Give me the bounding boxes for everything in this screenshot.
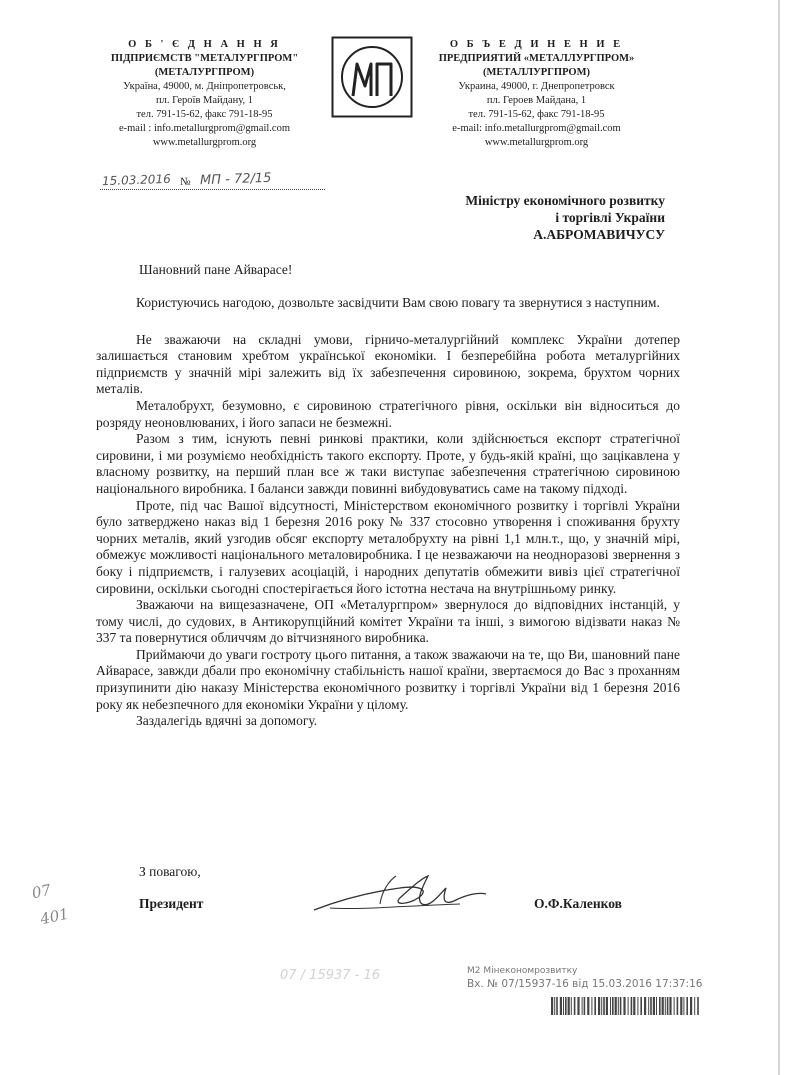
handwritten-signature <box>310 870 490 920</box>
letterhead-ukrainian <box>92 38 317 150</box>
lh-ua-address1: Україна, 49000, м. Дніпропетровськ, <box>123 81 286 92</box>
lh-ru-line1: О Б Ъ Е Д И Н Е Н И Е <box>449 39 624 50</box>
paragraph: Зважаючи на вищезазначене, ОП «Металургпром» звернулося до відповідних інстанцій, у тому числі, до судових, в Антикорупційний комітет України та інші, з вимогою відізвати наказ № 337 та повернутися обличчям до вітчизняного виробника. <box>96 597 680 646</box>
signatory-title: Президент <box>139 896 204 911</box>
paragraph: Користуючись нагодою, дозвольте засвідчити Вам свою повагу та звернутися з наступним. <box>136 295 660 310</box>
lh-ua-phone: тел. 791-15-62, факс 791-18-95 <box>136 109 273 120</box>
paragraph: Металобрухт, безумовно, є сировиною стратегічного рівня, оскільки він відноситься до розряду неоновлюваних, і його запаси не безмежні. <box>96 397 680 430</box>
lh-ru-address1: Украина, 49000, г. Днепропетровск <box>458 81 615 92</box>
registration-date: 15.03.2016 <box>101 171 171 189</box>
addressee-line1: Міністру економічного розвитку <box>465 193 665 208</box>
margin-note-line2: 401 <box>38 904 71 928</box>
scan-edge <box>778 0 780 1075</box>
registration-underline <box>100 189 325 190</box>
company-logo <box>331 36 413 118</box>
lh-ua-email: e-mail : info.metallurgprom@gmail.com <box>118 123 291 134</box>
lh-ru-address2: пл. Героев Майдана, 1 <box>486 95 587 106</box>
lh-ua-line2: ПІДПРИЄМСТВ "МЕТАЛУРГПРОМ" <box>110 53 299 64</box>
paragraph: Разом з тим, існують певні ринкові практики, коли здійснюється експорт стратегічної сировини, і ми розуміємо необхідність такого експорту. Проте, у будь-якій країні, що зацікавлена у власному розвитку, на перший план все ж таки виступає забезпечення стратегічною сировиною національного виробника. І баланси завжди повинні вибудовуватись саме на такому підході. <box>96 431 680 496</box>
outgoing-registration <box>100 170 330 195</box>
addressee-block <box>465 192 665 243</box>
lh-ru-line2: ПРЕДПРИЯТИЙ «МЕТАЛЛУРГПРОМ» <box>438 53 635 64</box>
letter-body <box>96 295 680 730</box>
lh-ru-phone: тел. 791-15-62, факс 791-18-95 <box>468 109 605 120</box>
intake-registration: Вх. № 07/15937-16 від 15.03.2016 17:37:16 <box>467 978 703 990</box>
margin-note-line1: 07 <box>30 880 53 903</box>
barcode <box>551 997 701 1015</box>
paragraph: Проте, під час Вашої відсутності, Міністерством економічного розвитку і торгівлі України було затверджено наказ від 1 березня 2016 року № 337 стосовно утворення і споживання брухту чорних металів, який узгодив обсяг експорту металобрухту на рівні 1,1 млн.т., що, у значній мірі, обмежує можливості національного металовиробника. І це незважаючи на неодноразові звернення з боку і підприємств, і галузевих асоціацій, і народних депутатів обмежити вивіз цієї стратегічної сировини, оскільки сьогодні спостерігається його істотна нестача на внутрішньому ринку. <box>96 497 680 596</box>
lh-ua-address2: пл. Героїв Майдану, 1 <box>156 95 253 106</box>
lh-ru-email: e-mail: info.metallurgprom@gmail.com <box>452 123 621 134</box>
paragraph: Приймаючи до уваги гостроту цього питання, а також зважаючи на те, що Ви, шановний пане Айварасе, завжди дбали про економічну стабільність нашої країни, звертаємося до Вас з проханням призупинити дію наказу Міністерства економічного розвитку і торгівлі України від 1 березня 2016 року як небезпечного для економіки України у цілому. <box>96 646 680 712</box>
lh-ru-web: www.metallurgprom.org <box>484 137 589 148</box>
salutation: Шановний пане Айварасе! <box>139 262 293 277</box>
addressee-line2: і торгівлі України <box>555 210 665 225</box>
closing: З повагою, <box>139 864 201 879</box>
lh-ru-line3: (МЕТАЛЛУРГПРОМ) <box>482 67 590 78</box>
registration-number: МП - 72/15 <box>199 170 272 189</box>
lh-ua-line1: О Б ' Є Д Н А Н Н Я <box>128 39 281 50</box>
letterhead-russian <box>424 38 649 150</box>
faded-stamp: 07 / 15937 - 16 <box>280 968 381 983</box>
intake-stamp <box>467 966 702 991</box>
signatory-name: О.Ф.Каленков <box>534 896 622 911</box>
lh-ua-line3: (МЕТАЛУРГПРОМ) <box>154 67 255 78</box>
registration-number-label: № <box>180 176 191 188</box>
lh-ua-web: www.metallurgprom.org <box>152 137 257 148</box>
handwritten-margin-note <box>30 878 80 928</box>
paragraph: Не зважаючи на складні умови, гірничо-металургійний комплекс України дотепер залишається становим хребтом української економіки. І безперебійна робота металургійних підприємств у значній мірі залежить від їх забезпечення сировиною, зокрема, брухтом чорних металів. <box>96 331 680 397</box>
paragraph: Заздалегідь вдячні за допомогу. <box>136 713 318 729</box>
intake-department: М2 Мінекономрозвитку <box>467 966 578 976</box>
addressee-line3: А.АБРОМАВИЧУСУ <box>533 227 665 242</box>
